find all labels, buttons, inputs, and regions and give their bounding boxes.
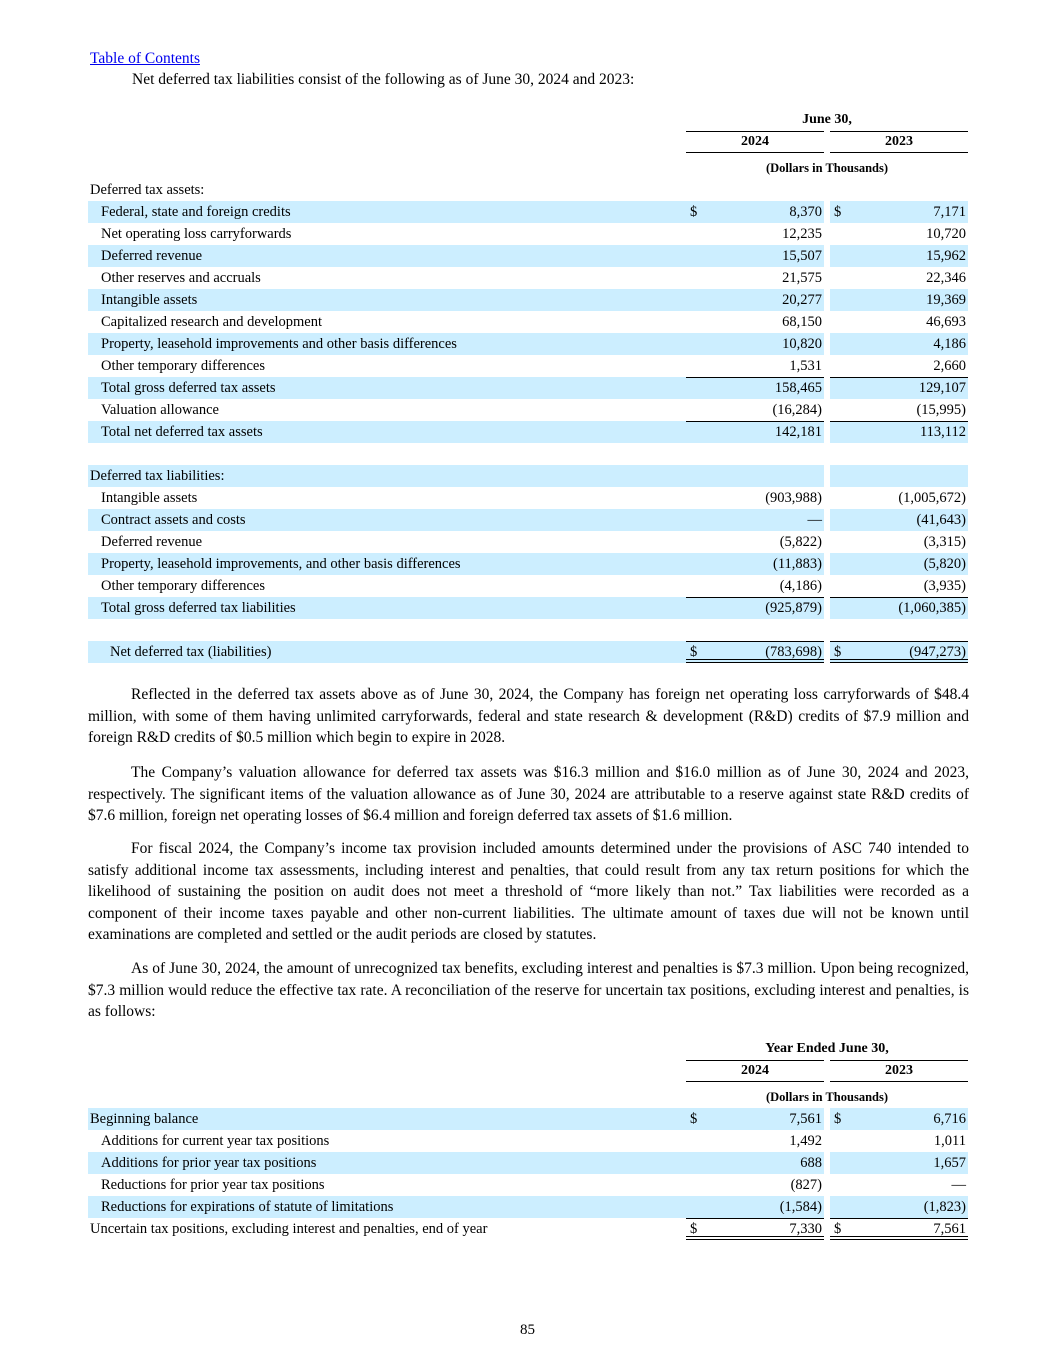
value-2023: 4,186	[933, 336, 966, 352]
row-label: Property, leasehold improvements and other basis differences	[88, 333, 686, 355]
empty-cell	[830, 465, 968, 487]
value-2023: (1,060,385)	[898, 600, 966, 616]
units-label: (Dollars in Thousands)	[765, 161, 889, 175]
value-2024: 142,181	[774, 424, 822, 440]
value-2024: 20,277	[782, 292, 822, 308]
value-2023: —	[951, 1177, 966, 1193]
value-2024: 21,575	[782, 270, 822, 286]
value-2023-cell	[830, 333, 968, 355]
paragraph-unrecognized-benefits: As of June 30, 2024, the amount of unrecognized tax benefits, excluding interest and penalties is $7.3 million. Upon being recognized, $7.3 million would reduce the effective tax rate. A reconciliation of the reserve for uncertain tax positions, excluding interest and penalties, is as follows:	[88, 960, 969, 1020]
value-2023-cell	[830, 597, 968, 619]
value-2023: (15,995)	[916, 402, 966, 418]
value-2023: (5,820)	[923, 556, 966, 572]
row-label: Other reserves and accruals	[101, 270, 261, 286]
value-2024-cell	[686, 399, 824, 421]
table-row	[88, 575, 969, 597]
value-2023-cell	[830, 553, 968, 575]
value-2023-cell	[830, 487, 968, 509]
value-2023-cell	[830, 1196, 968, 1218]
row-label: Additions for prior year tax positions	[88, 1152, 686, 1174]
table-row	[88, 377, 969, 399]
value-2024-cell	[686, 201, 824, 223]
value-2023: (3,935)	[923, 578, 966, 594]
value-2023: 113,112	[919, 424, 966, 440]
table-row	[88, 311, 969, 333]
value-2023-cell	[830, 311, 968, 333]
value-2024: (11,883)	[773, 556, 822, 572]
table-header	[88, 1041, 969, 1108]
value-2023: (41,643)	[916, 512, 966, 528]
deferred-tax-table	[88, 112, 969, 663]
table-row	[88, 245, 969, 267]
value-2023: (947,273)	[909, 644, 966, 660]
value-2023-cell	[830, 245, 968, 267]
value-2024-cell	[686, 509, 824, 531]
table-row	[88, 1108, 969, 1130]
value-2023: 1,011	[933, 1133, 966, 1149]
table-row	[88, 289, 969, 311]
value-2023: 6,716	[933, 1111, 966, 1127]
value-2024-cell	[686, 641, 824, 663]
table-row	[88, 619, 969, 641]
value-2024: 10,820	[782, 336, 822, 352]
value-2024-cell	[686, 487, 824, 509]
uncertain-tax-positions-table	[88, 1041, 969, 1240]
currency-symbol: $	[690, 1221, 698, 1237]
value-2024: (4,186)	[779, 578, 822, 594]
value-2024: —	[807, 512, 822, 528]
table-row	[88, 1152, 969, 1174]
value-2024-cell	[686, 333, 824, 355]
value-2024-cell	[686, 245, 824, 267]
value-2024-cell	[686, 553, 824, 575]
table-row	[88, 1196, 969, 1218]
table-row	[88, 531, 969, 553]
value-2024-cell	[686, 1152, 824, 1174]
value-2024-cell	[686, 289, 824, 311]
value-2024-cell	[686, 311, 824, 333]
value-2024: 688	[800, 1155, 822, 1171]
value-2023: 19,369	[926, 292, 966, 308]
table-row	[88, 1218, 969, 1240]
value-2024-cell	[686, 267, 824, 289]
value-2023: (1,823)	[923, 1199, 966, 1215]
value-2024-cell	[686, 597, 824, 619]
currency-symbol: $	[690, 204, 698, 220]
page-number: 85	[520, 1322, 535, 1338]
value-2024: 8,370	[789, 204, 822, 220]
value-2023-cell	[830, 1174, 968, 1196]
paragraph-asc740: For fiscal 2024, the Company’s income tax provision included amounts determined under the provisions of ASC 740 intended to satisfy additional income tax assessments, including interest and penalties, that could result from any tax return positions for which the likelihood of sustaining the position on audit does not meet a threshold of “more likely than not.” Tax liabilities were recorded as a component of their income taxes payable and other non-current liabilities. The ultimate amount of taxes due will not be known until examinations are completed and settled or the audit periods are closed by statutes.	[88, 840, 969, 943]
value-2023-cell	[830, 377, 968, 399]
value-2024-cell	[686, 1130, 824, 1152]
value-2024: (1,584)	[779, 1199, 822, 1215]
value-2024: (903,988)	[765, 490, 822, 506]
column-group-header: June 30,	[802, 112, 852, 127]
value-2023-cell	[830, 223, 968, 245]
value-2024-cell	[686, 575, 824, 597]
value-2023-cell	[830, 531, 968, 553]
table-row	[88, 487, 969, 509]
row-label	[88, 619, 686, 641]
value-2023-cell	[830, 1218, 968, 1240]
value-2024: (925,879)	[765, 600, 822, 616]
table-row	[88, 509, 969, 531]
value-2023-cell	[830, 289, 968, 311]
row-label: Intangible assets	[88, 289, 686, 311]
value-2024-cell	[686, 531, 824, 553]
value-2023-cell	[830, 421, 968, 443]
table-row	[88, 443, 969, 465]
value-2024: (783,698)	[765, 644, 822, 660]
table-header	[88, 112, 969, 179]
currency-symbol: $	[834, 1111, 842, 1127]
table-row	[88, 333, 969, 355]
table-of-contents-link[interactable]: Table of Contents	[90, 50, 200, 67]
value-2024: 1,531	[789, 358, 822, 374]
row-label	[88, 443, 686, 465]
currency-symbol: $	[834, 204, 842, 220]
paragraph-valuation-allowance: The Company’s valuation allowance for deferred tax assets was $16.3 million and $16.0 million as of June 30, 2024 and 2023, respectively. The significant items of the valuation allowance as of June 30, 2024 are attributable to a reserve against state R&D credits of $7.6 million, foreign net operating losses of $6.4 million and foreign deferred tax assets of $1.6 million.	[88, 764, 969, 824]
row-label: Total gross deferred tax assets	[88, 377, 686, 399]
value-2024: 68,150	[782, 314, 822, 330]
value-2023: 7,561	[933, 1221, 966, 1237]
value-2023: 10,720	[926, 226, 966, 242]
row-label: Federal, state and foreign credits	[88, 201, 686, 223]
intro-text: Net deferred tax liabilities consist of the following as of June 30, 2024 and 2023:	[132, 71, 635, 88]
row-label: Net operating loss carryforwards	[101, 226, 292, 242]
row-label: Deferred revenue	[101, 534, 203, 550]
value-2024-cell	[686, 1218, 824, 1240]
table-row	[88, 201, 969, 223]
table-row	[88, 641, 969, 663]
value-2024-cell	[686, 1196, 824, 1218]
currency-symbol: $	[834, 644, 842, 660]
table-row	[88, 223, 969, 245]
row-label: Net deferred tax (liabilities)	[88, 641, 686, 663]
table-row	[88, 179, 969, 201]
column-header-2024: 2024	[686, 131, 824, 153]
value-2024: (827)	[790, 1177, 822, 1193]
value-2023-cell	[830, 1130, 968, 1152]
row-label: Uncertain tax positions, excluding interest and penalties, end of year	[90, 1221, 488, 1237]
value-2023-cell	[830, 575, 968, 597]
value-2023-cell	[830, 1108, 968, 1130]
value-2023-cell	[830, 267, 968, 289]
value-2024-cell	[686, 421, 824, 443]
row-label: Reductions for expirations of statute of limitations	[88, 1196, 686, 1218]
row-label: Other temporary differences	[101, 358, 265, 374]
table-row	[88, 1174, 969, 1196]
row-label: Deferred tax liabilities:	[88, 465, 686, 487]
column-group-header: Year Ended June 30,	[765, 1041, 889, 1056]
empty-cell	[686, 465, 824, 487]
value-2024-cell	[686, 1108, 824, 1130]
value-2023-cell	[830, 355, 968, 377]
row-label: Intangible assets	[101, 490, 198, 506]
value-2023-cell	[830, 201, 968, 223]
table-row	[88, 1130, 969, 1152]
row-label: Additions for current year tax positions	[101, 1133, 330, 1149]
value-2024: (16,284)	[772, 402, 822, 418]
value-2024-cell	[686, 377, 824, 399]
row-label: Beginning balance	[88, 1108, 686, 1130]
value-2023: 46,693	[926, 314, 966, 330]
row-label: Contract assets and costs	[88, 509, 686, 531]
table-row	[88, 553, 969, 575]
column-header-2023: 2023	[830, 131, 968, 153]
table-row	[88, 267, 969, 289]
value-2023: (3,315)	[923, 534, 966, 550]
table-row	[88, 597, 969, 619]
value-2024: 158,465	[774, 380, 822, 396]
value-2023: 129,107	[918, 380, 966, 396]
row-label: Deferred revenue	[88, 245, 686, 267]
table-row	[88, 465, 969, 487]
table-row	[88, 421, 969, 443]
value-2024-cell	[686, 223, 824, 245]
table-row	[88, 399, 969, 421]
value-2023: 2,660	[933, 358, 966, 374]
table-row	[88, 355, 969, 377]
column-header-2023: 2023	[830, 1060, 968, 1082]
row-label: Reductions for prior year tax positions	[101, 1177, 325, 1193]
row-label: Capitalized research and development	[101, 314, 323, 330]
value-2024-cell	[686, 355, 824, 377]
value-2024: (5,822)	[779, 534, 822, 550]
row-label: Total gross deferred tax liabilities	[88, 597, 686, 619]
value-2024: 12,235	[782, 226, 822, 242]
row-label: Valuation allowance	[101, 402, 219, 418]
value-2023-cell	[830, 1152, 968, 1174]
value-2024: 15,507	[782, 248, 822, 264]
value-2024: 7,330	[789, 1221, 822, 1237]
paragraph-nol: Reflected in the deferred tax assets above as of June 30, 2024, the Company has foreign net operating loss carryforwards of $48.4 million, with some of them having unlimited carryforwards, federal and state research & development (R&D) credits of $7.9 million and foreign R&D credits of $0.5 million which begin to expire in 2028.	[88, 686, 969, 746]
row-label: Deferred tax assets:	[90, 182, 205, 198]
value-2023: 15,962	[926, 248, 966, 264]
value-2023: (1,005,672)	[898, 490, 966, 506]
value-2023-cell	[830, 509, 968, 531]
value-2024: 1,492	[789, 1133, 822, 1149]
row-label: Total net deferred tax assets	[88, 421, 686, 443]
units-label: (Dollars in Thousands)	[765, 1090, 889, 1104]
value-2023-cell	[830, 399, 968, 421]
currency-symbol: $	[834, 1221, 842, 1237]
value-2024: 7,561	[789, 1111, 822, 1127]
row-label: Other temporary differences	[101, 578, 265, 594]
value-2023: 1,657	[933, 1155, 966, 1171]
currency-symbol: $	[690, 644, 698, 660]
row-label: Property, leasehold improvements, and other basis differences	[88, 553, 686, 575]
currency-symbol: $	[690, 1111, 698, 1127]
value-2023-cell	[830, 641, 968, 663]
value-2023: 7,171	[933, 204, 966, 220]
value-2024-cell	[686, 1174, 824, 1196]
column-header-2024: 2024	[686, 1060, 824, 1082]
value-2023: 22,346	[926, 270, 966, 286]
